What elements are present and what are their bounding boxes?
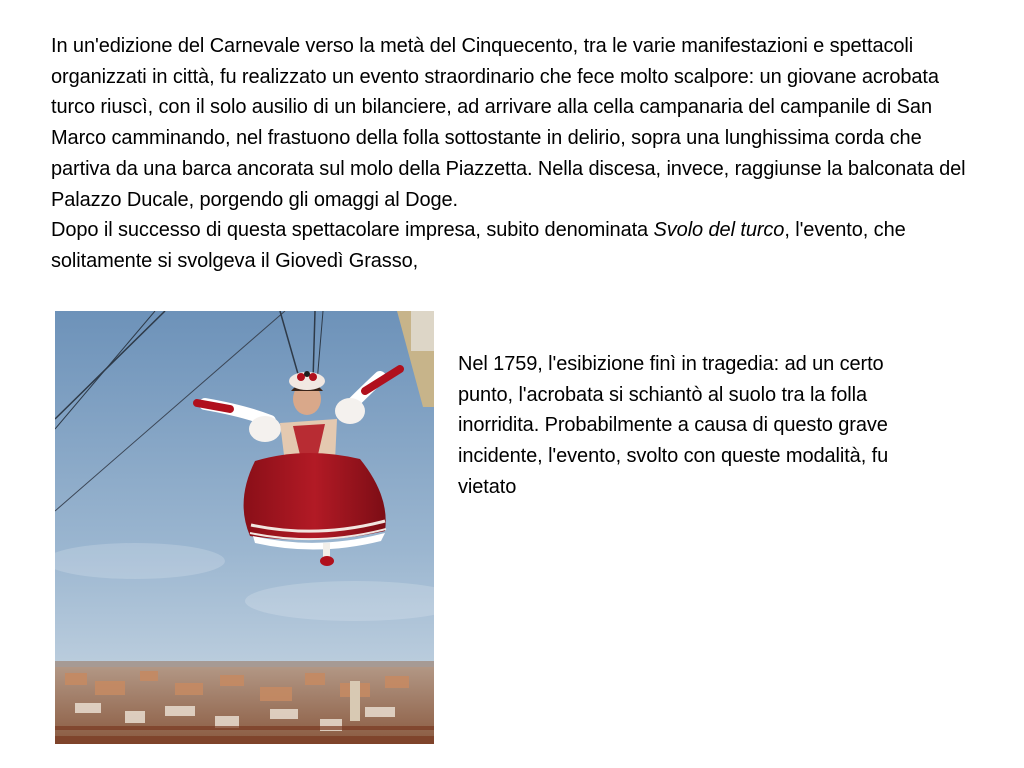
main-text-block — [51, 31, 981, 277]
side-text-block — [458, 349, 938, 503]
acrobat-photo-illustration — [55, 311, 434, 744]
paragraph-svolo-italic: Svolo del turco — [653, 219, 785, 242]
paragraph-svolo — [51, 215, 981, 276]
venice-rooftops — [55, 663, 434, 744]
paragraph-svolo-after: , l'evento, che solitamente si svolgeva il Giovedì Grasso, — [51, 219, 906, 272]
paragraph-tragedy: Nel 1759, l'esibizione finì in tragedia: ad un certo punto, l'acrobata si schiantò al suolo tra la folla inorridita. Probabilmente a causa di questo grave incidente, l'evento, svolto con queste modalità, fu vietato — [458, 353, 889, 498]
paragraph-svolo-before: Dopo il successo di questa spettacolare impresa, subito denominata — [51, 219, 654, 242]
paragraph-intro: In un'edizione del Carnevale verso la metà del Cinquecento, tra le varie manifestazioni e spettacoli organizzati in città, fu realizzato un evento straordinario che fece molto scalpore: un giovane acrobata turco riuscì, con il solo ausilio di un bilanciere, ad arrivare alla cella campanaria del campanile di San Marco camminando, nel frastuono della folla sottostante in delirio, sopra una lunghissima corda che partiva da una barca ancorata sul molo della Piazzetta. Nella discesa, invece, raggiunse la balconata del Palazzo Ducale, porgendo gli omaggi al Doge. — [51, 35, 966, 211]
acrobat-photo — [55, 311, 434, 744]
